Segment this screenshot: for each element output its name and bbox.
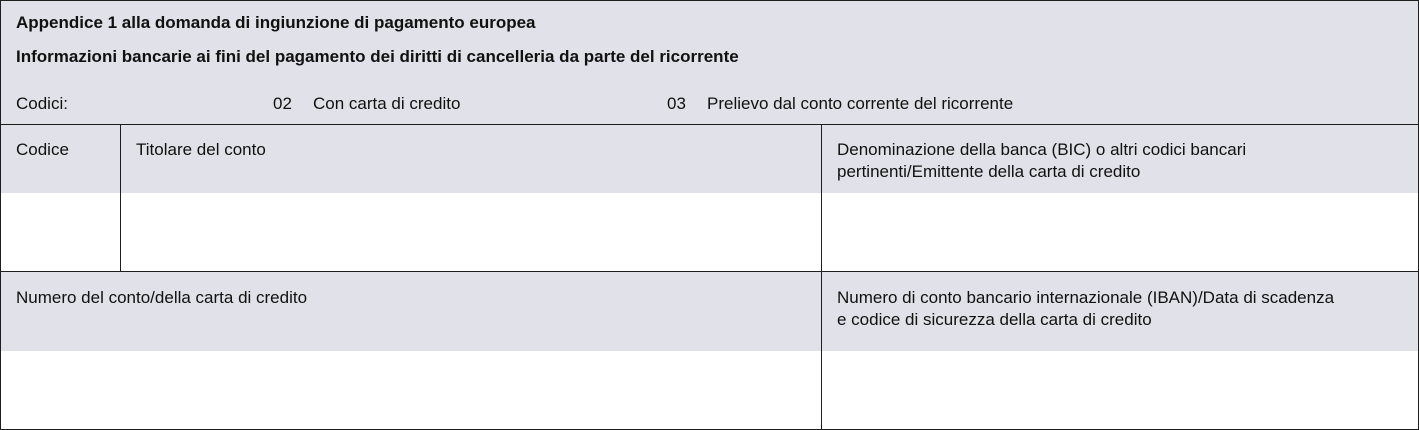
form-header: [1, 1, 1418, 125]
form-title: Appendice 1 alla domanda di ingiunzione di pagamento europea: [16, 13, 536, 32]
column-divider-code: [120, 125, 121, 271]
code-column-label: Codice: [16, 140, 69, 159]
codes-label: Codici:: [16, 94, 68, 113]
code-02-number: 02: [273, 94, 292, 113]
account-number-field[interactable]: [2, 352, 820, 428]
account-holder-label: Titolare del conto: [136, 140, 266, 159]
row-divider: [1, 271, 1418, 272]
account-number-label: Numero del conto/della carta di credito: [16, 288, 308, 307]
column-divider-middle: [821, 125, 822, 429]
code-03-label: Prelievo dal conto corrente del ricorrente: [707, 94, 1014, 113]
account-holder-field[interactable]: [122, 194, 820, 270]
code-field[interactable]: [2, 194, 119, 270]
iban-field[interactable]: [823, 352, 1417, 428]
code-03-number: 03: [667, 94, 686, 113]
bank-name-label: Denominazione della banca (BIC) o altri codici bancari pertinenti/Emittente della carta di credito: [837, 140, 1247, 181]
iban-label: Numero di conto bancario internazionale (IBAN)/Data di scadenza e codice di sicurezza della carta di credito: [837, 288, 1335, 329]
bank-name-field[interactable]: [823, 194, 1417, 270]
form-subtitle: Informazioni bancarie ai fini del pagamento dei diritti di cancelleria da parte del ricorrente: [16, 47, 739, 66]
code-02-label: Con carta di credito: [313, 94, 461, 113]
